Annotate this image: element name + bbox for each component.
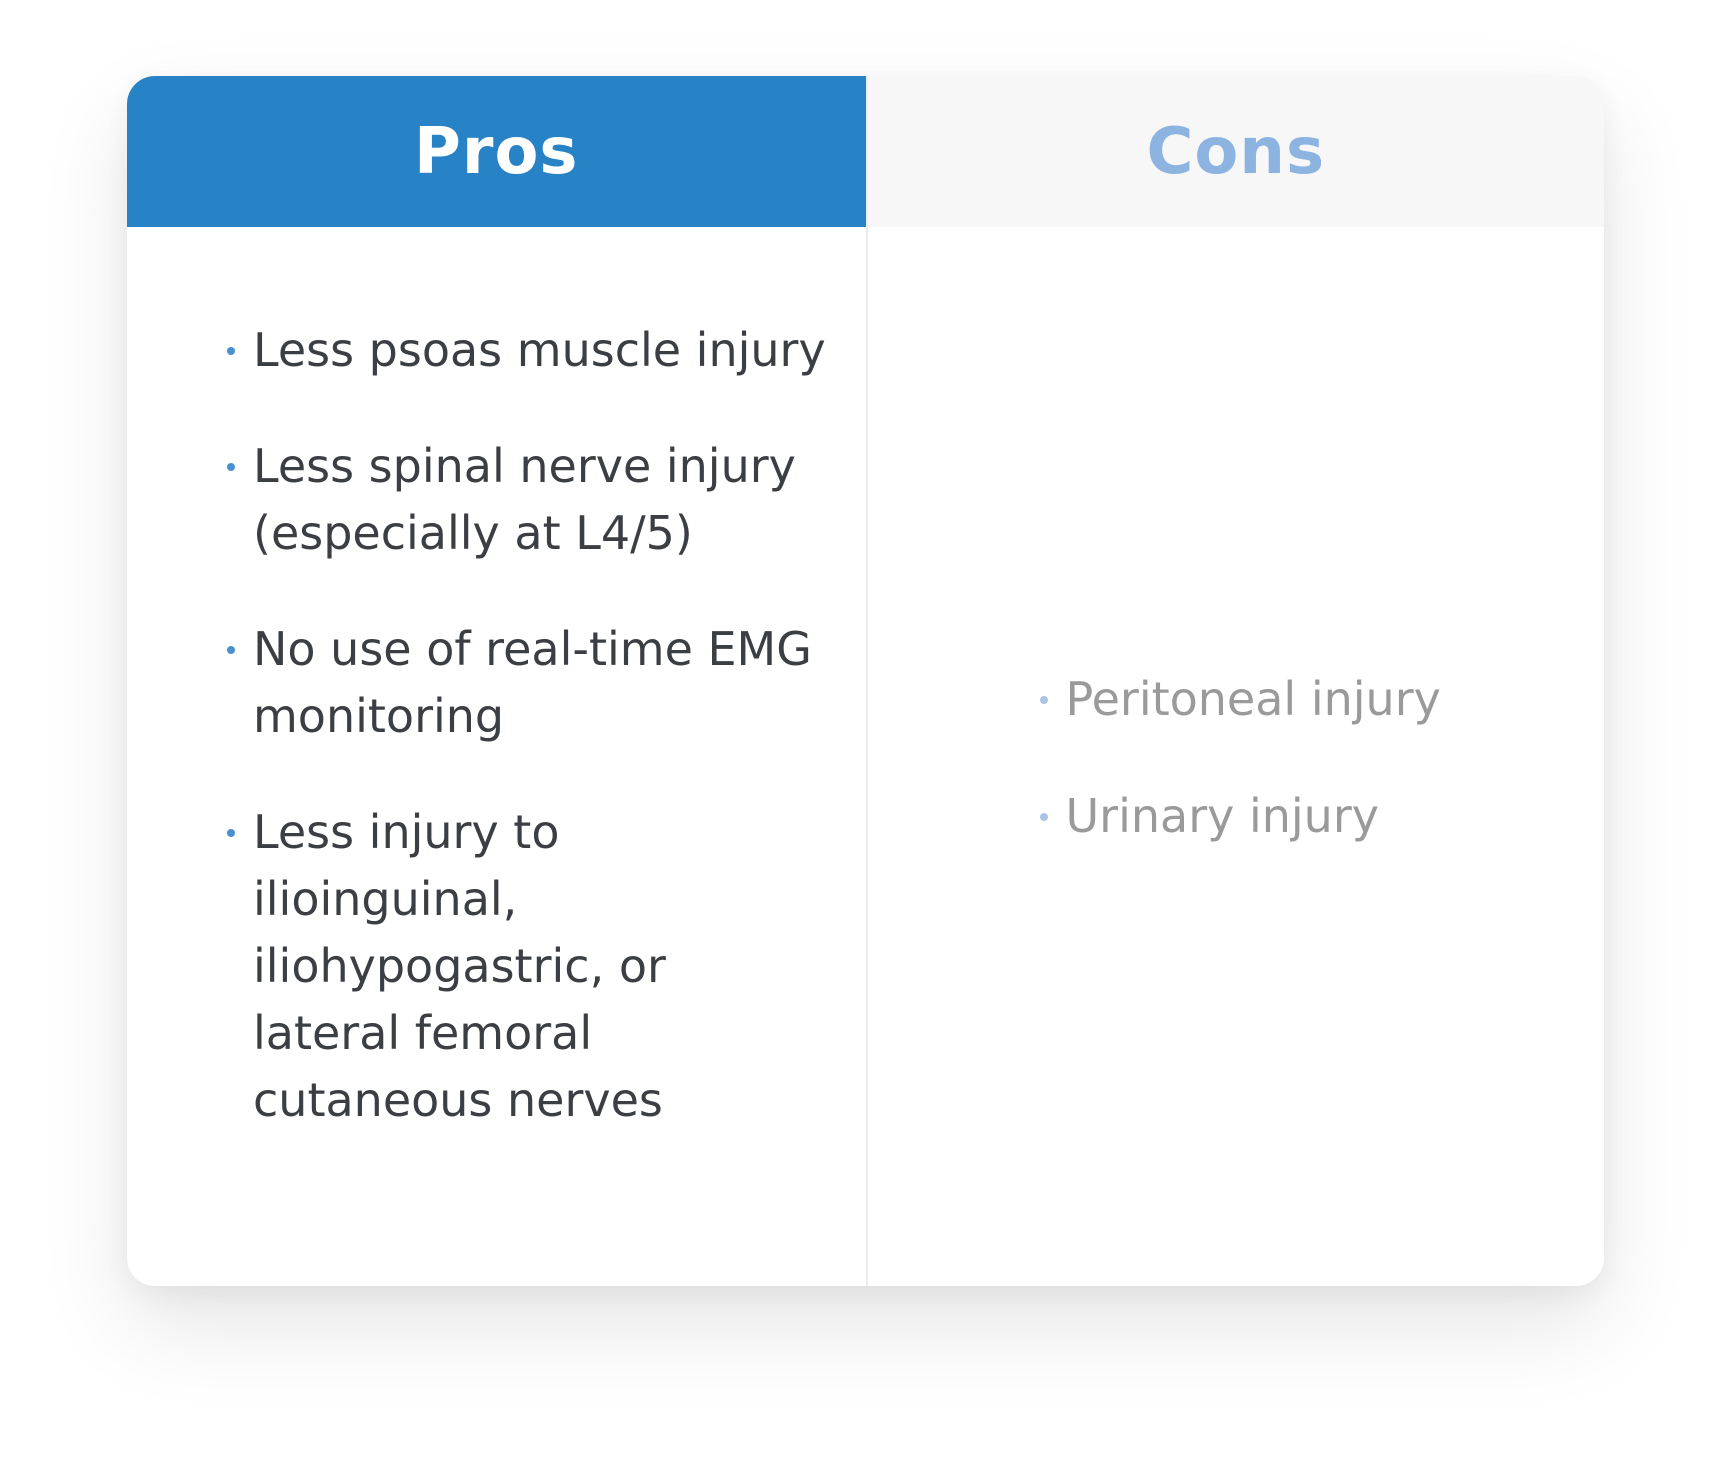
list-item bbox=[227, 799, 827, 1134]
bullet-icon bbox=[227, 463, 235, 471]
list-item bbox=[227, 317, 827, 384]
cons-item-text-1: Urinary injury bbox=[1065, 789, 1379, 843]
bullet-icon bbox=[227, 347, 235, 355]
pros-list bbox=[227, 317, 827, 1183]
pros-item-text-1: Less spinal nerve injury (especially at L4/5) bbox=[253, 439, 796, 560]
pros-item-text bbox=[253, 616, 827, 750]
list-item bbox=[227, 433, 827, 567]
bullet-icon bbox=[227, 829, 235, 837]
list-item bbox=[1040, 666, 1580, 733]
tab-cons[interactable]: Cons bbox=[868, 76, 1605, 227]
cons-item-text-0: Peritoneal injury bbox=[1065, 672, 1441, 726]
list-item bbox=[227, 616, 827, 750]
cons-column bbox=[866, 76, 1605, 1286]
pros-item-text-0: Less psoas muscle injury bbox=[253, 323, 826, 377]
list-item bbox=[1040, 783, 1580, 850]
cons-item-text bbox=[1066, 666, 1580, 733]
pros-item-text-3: Less injury to ilioinguinal, iliohypogastric, or lateral femoral cutaneous nerves bbox=[253, 805, 666, 1127]
pros-item-text-2: No use of real-time EMG monitoring bbox=[253, 622, 812, 743]
pros-item-text bbox=[253, 433, 827, 567]
bullet-icon bbox=[227, 646, 235, 654]
cons-item-text bbox=[1066, 783, 1580, 850]
pros-item-text bbox=[253, 799, 827, 1134]
pros-cons-card bbox=[127, 76, 1604, 1286]
pros-item-text bbox=[253, 317, 827, 384]
bullet-icon bbox=[1040, 696, 1048, 704]
pros-column bbox=[127, 76, 866, 1286]
cons-list bbox=[1040, 666, 1580, 900]
bullet-icon bbox=[1040, 813, 1048, 821]
tab-pros[interactable]: Pros bbox=[127, 76, 866, 227]
